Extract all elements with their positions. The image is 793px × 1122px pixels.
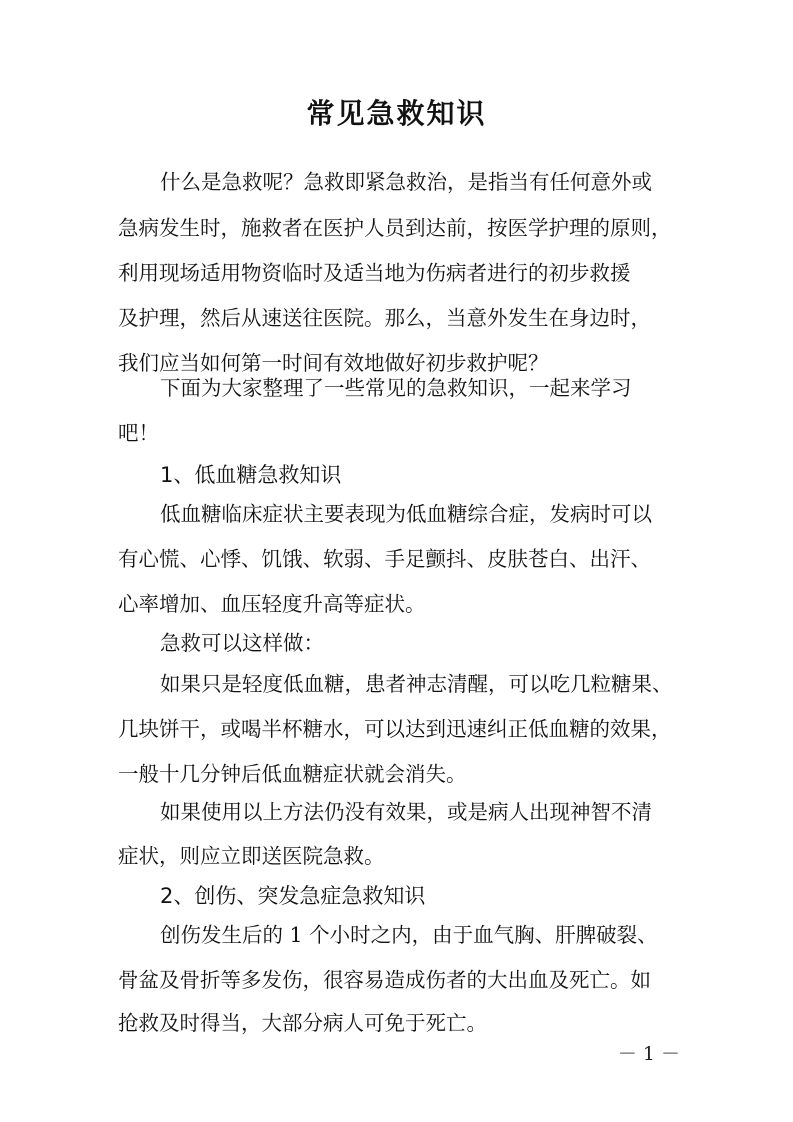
paragraph-line: 利用现场适用物资临时及适当地为伤病者进行的初步救援 [118,261,631,285]
paragraph-line: 及护理，然后从速送往医院。那么，当意外发生在身边时， [118,306,651,330]
paragraph-line: 如果只是轻度低血糖，患者神志清醒，可以吃几粒糖果、 [160,672,673,696]
page-number: － 1 － [617,1043,680,1065]
paragraph-line: 骨盆及骨折等多发伤，很容易造成伤者的大出血及死亡。如 [118,968,651,992]
paragraph-line: 症状，则应立即送医院急救。 [118,844,385,868]
paragraph-line: 有心慌、心悸、饥饿、软弱、手足颤抖、皮肤苍白、出汗、 [118,547,651,571]
paragraph-line: 什么是急救呢？急救即紧急救治，是指当有任何意外或 [160,170,652,194]
section-heading: 2、创伤、突发急症急救知识 [160,884,426,908]
paragraph-line: 急病发生时，施救者在医护人员到达前，按医学护理的原则， [118,216,672,240]
paragraph-line: 创伤发生后的 1 个小时之内，由于血气胸、肝脾破裂、 [160,923,658,947]
section-heading: 1、低血糖急救知识 [160,463,342,487]
paragraph-line: 低血糖临床症状主要表现为低血糖综合症，发病时可以 [160,502,652,526]
paragraph-line: 我们应当如何第一时间有效地做好初步救护呢？ [118,351,549,375]
paragraph-line: 抢救及时得当，大部分病人可免于死亡。 [118,1011,487,1035]
document-title: 常见急救知识 [306,97,487,130]
paragraph-line: 吧！ [118,421,159,445]
paragraph-line: 下面为大家整理了一些常见的急救知识，一起来学习 [160,376,632,400]
paragraph-line: 急救可以这样做： [160,631,324,655]
paragraph-line: 如果使用以上方法仍没有效果，或是病人出现神智不清 [160,800,652,824]
paragraph-line: 一般十几分钟后低血糖症状就会消失。 [118,762,467,786]
paragraph-line: 心率增加、血压轻度升高等症状。 [118,592,426,616]
paragraph-line: 几块饼干，或喝半杯糖水，可以达到迅速纠正低血糖的效果， [118,717,672,741]
